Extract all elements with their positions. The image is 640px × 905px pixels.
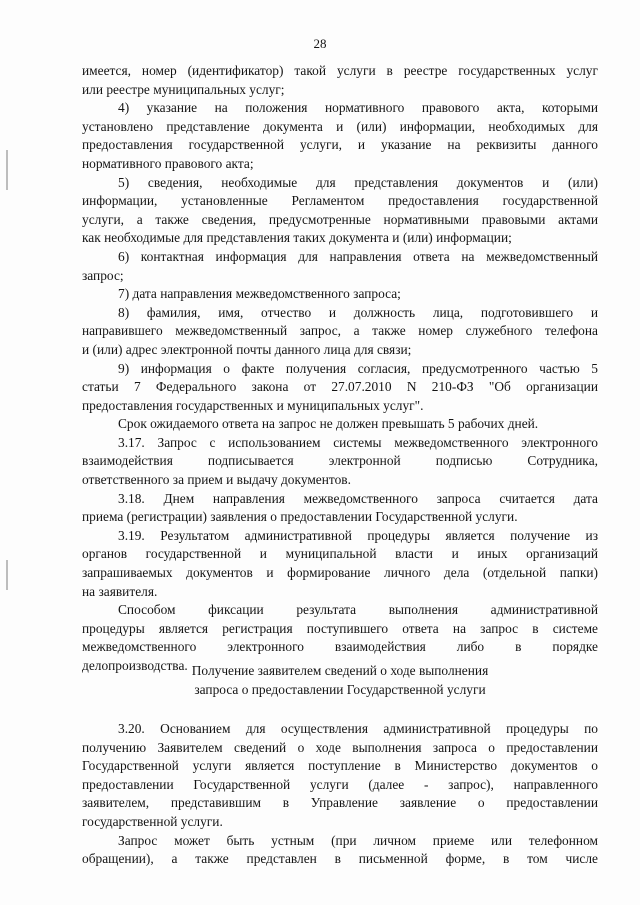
text-line: государственной услуги.: [82, 813, 223, 829]
body-text-block: [82, 62, 598, 676]
page-number: 28: [313, 36, 327, 51]
text-line: информации, установленные Регламентом предоставления государственной: [82, 193, 598, 209]
text-line: межведомственного электронного взаимодействия либо в порядке: [82, 639, 598, 655]
text-line: обращении), а также представлен в письменной форме, в том числе: [82, 851, 598, 867]
text-line: Запрос может быть устным (при личном приеме или телефонном: [118, 832, 598, 848]
text-line: установлено представление документа и (или) информации, необходимых для: [82, 118, 598, 134]
text-line: Срок ожидаемого ответа на запрос не должен превышать 5 рабочих дней.: [118, 416, 539, 432]
text-line: ответственного за прием и выдачу документов.: [82, 472, 351, 488]
text-line: предоставлении Государственной услуги (далее - запрос), направленного: [82, 776, 598, 792]
text-line: услуги, а также сведения, предусмотренные нормативными правовыми актами: [82, 211, 598, 227]
text-line: взаимодействия подписывается электронной подписью Сотрудника,: [82, 453, 598, 469]
body-text-block-2: [82, 720, 598, 869]
text-line: 3.20. Основанием для осуществления административной процедуры по: [118, 721, 598, 736]
section-heading-line: запроса о предоставлении Государственной услуги: [194, 681, 486, 697]
text-line: нормативного правового акта;: [82, 155, 254, 171]
section-heading: [82, 662, 598, 699]
text-line: заявителем, представившим в Управление заявление о предоставлении: [82, 795, 598, 811]
text-line: на заявителя.: [82, 583, 158, 599]
text-line: органов государственной и муниципальной власти и иных организаций: [82, 546, 598, 562]
text-line: имеется, номер (идентификатор) такой услуги в реестре государственных услуг: [82, 63, 598, 78]
text-line: 3.19. Результатом административной процедуры является получение из: [118, 527, 598, 543]
text-line: 4) указание на положения нормативного правового акта, которыми: [118, 100, 598, 116]
text-line: 3.17. Запрос с использованием системы межведомственного электронного: [118, 434, 598, 450]
text-line: делопроизводства.: [82, 658, 188, 673]
text-line: 5) сведения, необходимые для представления документов и (или): [118, 174, 598, 190]
text-line: приема (регистрации) заявления о предоставлении Государственной услуги.: [82, 509, 518, 525]
text-line: получению Заявителем сведений о ходе выполнения запроса о предоставлении: [82, 739, 598, 755]
text-line: Государственной услуги является поступление в Министерство документов о: [82, 758, 598, 774]
text-line: процедуры является регистрация поступившего ответа на запрос в системе: [82, 620, 598, 636]
scan-edge-mark: [6, 560, 8, 590]
section-heading-line: Получение заявителем сведений о ходе выполнения: [191, 663, 489, 678]
text-line: предоставления государственных и муниципальных услуг".: [82, 397, 424, 413]
text-line: запрашиваемых документов и формирование личного дела (отдельной папки): [82, 565, 598, 581]
text-line: 8) фамилия, имя, отчество и должность лица, подготовившего и: [118, 304, 598, 320]
text-line: 3.18. Днем направления межведомственного запроса считается дата: [118, 490, 598, 506]
text-line: предоставления государственной услуги, и указание на реквизиты данного: [82, 137, 598, 153]
text-line: запрос;: [82, 267, 124, 283]
text-line: и (или) адрес электронной почты данного лица для связи;: [82, 341, 412, 357]
text-line: Способом фиксации результата выполнения административной: [118, 602, 598, 618]
text-line: статьи 7 Федерального закона от 27.07.2010 N 210-ФЗ "Об организации: [82, 379, 598, 395]
text-line: 7) дата направления межведомственного запроса;: [118, 286, 401, 302]
text-line: 9) информация о факте получения согласия, предусмотренного частью 5: [118, 360, 598, 376]
text-line: направившего межведомственный запрос, а также номер служебного телефона: [82, 323, 598, 339]
text-line: как необходимые для представления таких документа и (или) информации;: [82, 230, 512, 246]
text-line: или реестре муниципальных услуг;: [82, 81, 285, 97]
text-line: 6) контактная информация для направления ответа на межведомственный: [118, 248, 598, 264]
scan-edge-mark: [6, 150, 8, 190]
